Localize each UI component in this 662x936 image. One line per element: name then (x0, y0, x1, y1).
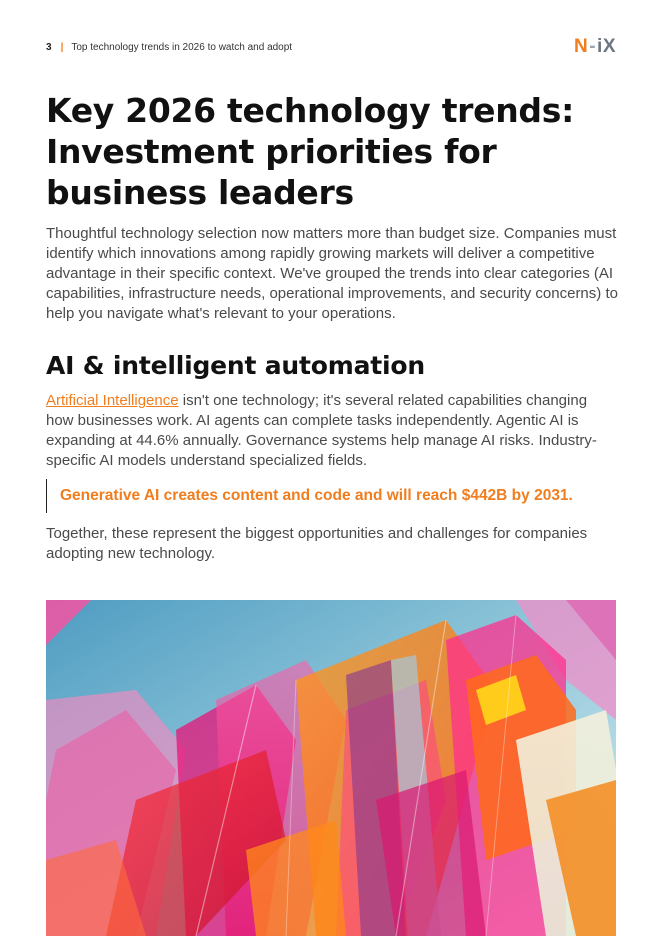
header-separator: | (60, 41, 64, 53)
logo-dash: - (589, 36, 597, 57)
closing-paragraph: Together, these represent the biggest opportunities and challenges for companies adopting new technology. (46, 525, 588, 562)
section-title: AI & intelligent automation (46, 351, 425, 380)
logo-ix: iX (597, 36, 616, 57)
n-ix-logo (574, 36, 616, 58)
page-header (46, 36, 616, 57)
callout-text: Generative AI creates content and code and will reach $442B by 2031. (60, 487, 573, 504)
section-paragraph (46, 391, 618, 471)
hero-image-graphic (46, 600, 616, 936)
header-left (46, 42, 292, 53)
running-title: Top technology trends in 2026 to watch and adopt (71, 41, 293, 53)
intro-paragraph: Thoughtful technology selection now matters more than budget size. Companies must identify which innovations among rapidly growing markets will deliver a competitive advantage in their specific context. We've grouped the trends into clear categories (AI capabilities, infrastructure needs, operational improvements, and security concerns) to help you navigate what's relevant to your operations. (46, 225, 618, 322)
callout-quote (46, 479, 616, 513)
hero-image (46, 600, 616, 936)
page-title: Key 2026 technology trends: Investment priorities for business leaders (46, 91, 574, 212)
section-paragraph-text: isn't one technology; it's several related capabilities changing how businesses work. AI agents can complete tasks independently. Agentic AI is expanding at 44.6% annually. Governance systems help manage AI risks. Industry-specific AI models understand specialized fields. (46, 392, 597, 469)
artificial-intelligence-link[interactable]: Artificial Intelligence (46, 392, 179, 409)
logo-n: N (573, 36, 589, 57)
page-number: 3 (46, 41, 52, 53)
